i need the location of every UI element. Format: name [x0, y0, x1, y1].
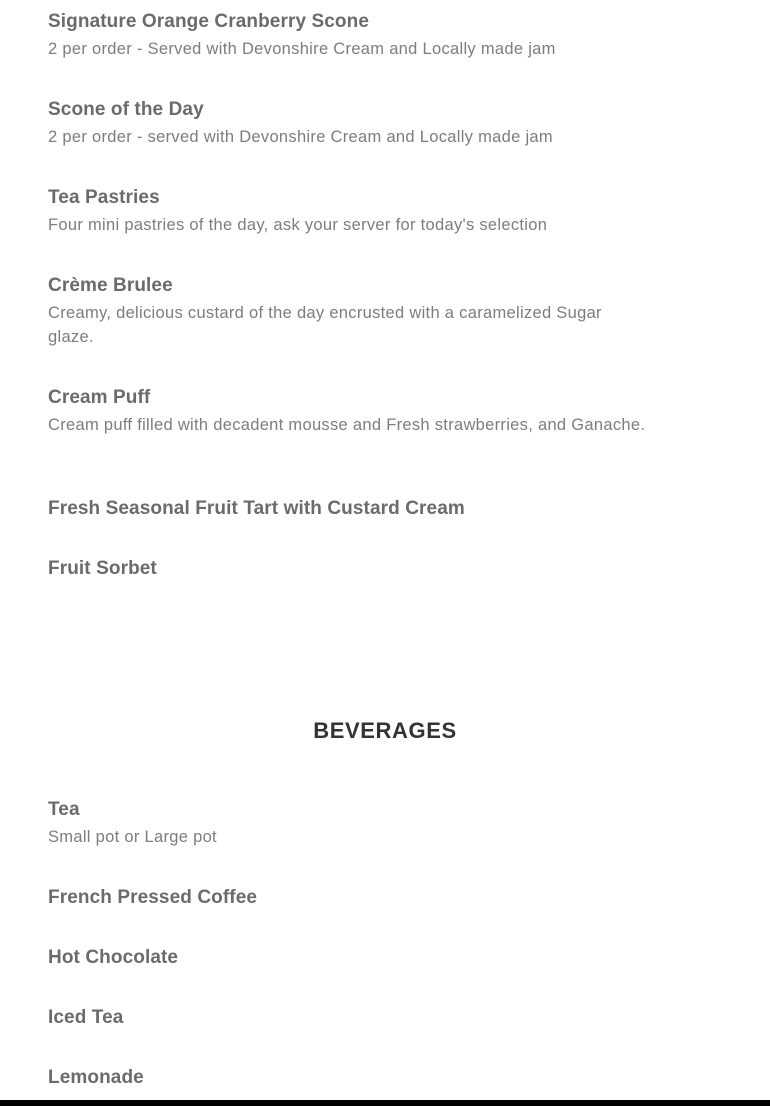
menu-item-signature-orange-cranberry-scone — [48, 10, 648, 62]
menu-item-name: Crème Brulee — [48, 275, 173, 296]
menu-item-lemonade — [48, 1066, 648, 1090]
menu-item-scone-of-the-day — [48, 98, 648, 150]
menu-item-description: Small pot or Large pot — [48, 828, 217, 846]
menu-item-tea — [48, 798, 648, 850]
menu-item-name: Iced Tea — [48, 1007, 124, 1028]
menu-item-creme-brulee — [48, 274, 648, 349]
menu-item-description: 2 per order - served with Devonshire Cream and Locally made jam — [48, 128, 553, 146]
menu-item-name: Hot Chocolate — [48, 947, 179, 968]
menu-item-name: Cream Puff — [48, 387, 151, 408]
menu-item-description: Creamy, delicious custard of the day encrusted with a caramelized Sugar glaze. — [48, 304, 602, 346]
menu-item-name: Lemonade — [48, 1067, 144, 1088]
menu-item-name: Fresh Seasonal Fruit Tart with Custard Cream — [48, 498, 465, 519]
menu-item-name: Scone of the Day — [48, 99, 204, 120]
menu-item-fruit-sorbet — [48, 557, 648, 581]
menu-item-name: Tea — [48, 799, 80, 820]
menu-item-hot-chocolate — [48, 946, 648, 970]
menu-item-name: French Pressed Coffee — [48, 887, 258, 908]
menu-item-name: Signature Orange Cranberry Scone — [48, 11, 370, 32]
menu-item-cream-puff — [48, 386, 648, 438]
menu-item-description: 2 per order - Served with Devonshire Cream and Locally made jam — [48, 40, 556, 58]
menu-item-name: Tea Pastries — [48, 187, 160, 208]
menu-item-description: Four mini pastries of the day, ask your server for today's selection — [48, 216, 548, 234]
beverages-section-heading: BEVERAGES — [313, 718, 457, 743]
menu-item-name: Fruit Sorbet — [48, 558, 157, 579]
bottom-bar — [0, 1100, 770, 1106]
menu-item-fruit-tart — [48, 497, 648, 521]
menu-item-french-pressed-coffee — [48, 886, 648, 910]
menu-item-tea-pastries — [48, 186, 648, 238]
menu-item-description: Cream puff filled with decadent mousse and Fresh strawberries, and Ganache. — [48, 416, 646, 434]
menu-item-iced-tea — [48, 1006, 648, 1030]
